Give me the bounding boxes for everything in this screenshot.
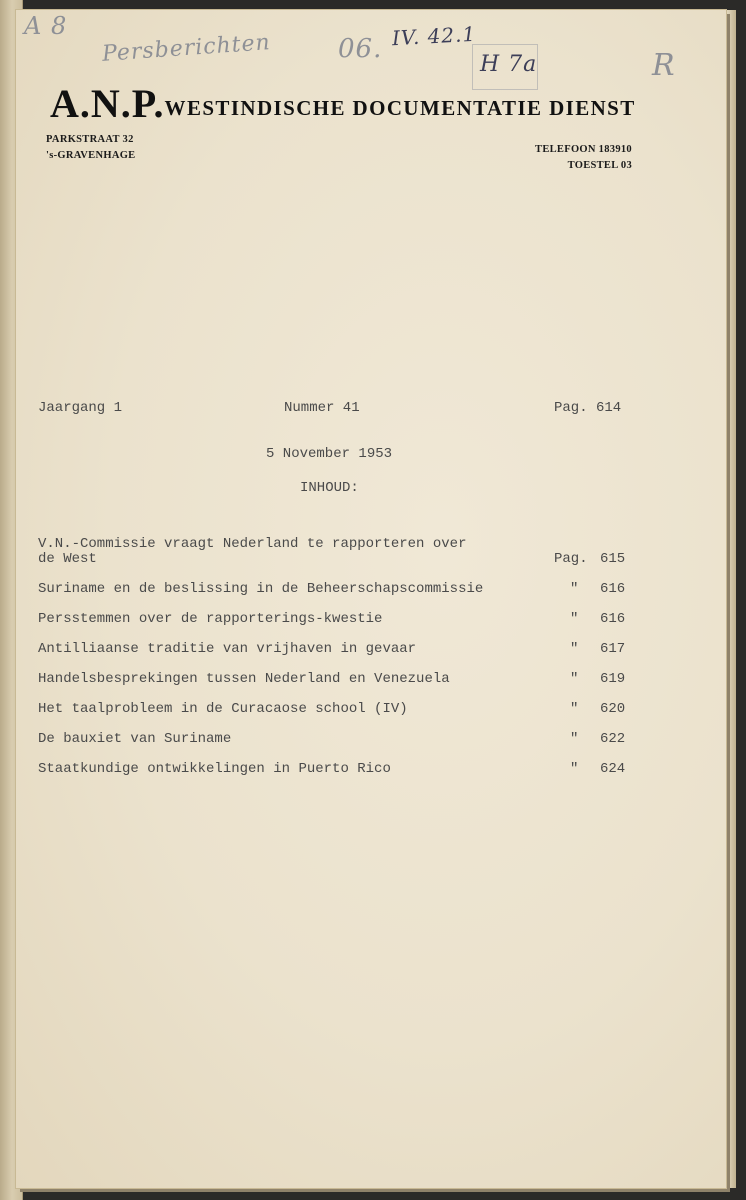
toc-entry — [38, 611, 638, 631]
handwritten-code-left: 06. — [338, 34, 383, 64]
toc-entry-title: Staatkundige ontwikkelingen in Puerto Rico — [38, 761, 391, 777]
letterhead-logo — [50, 80, 636, 127]
toc-entry — [38, 641, 638, 661]
service-name: WESTINDISCHE DOCUMENTATIE DIENST — [164, 96, 636, 120]
toc-entry-title-continued: de West — [38, 551, 97, 567]
toc-entry — [38, 671, 638, 691]
toc-entry-mark: Pag. — [554, 551, 588, 567]
address-city: 's-GRAVENHAGE — [46, 150, 136, 161]
issue-number: Nummer 41 — [284, 400, 360, 416]
toc-entry-page: 624 — [600, 761, 626, 777]
sender-address — [46, 132, 135, 164]
toc-entry — [38, 581, 638, 601]
toc-entry-title: Antilliaanse traditie van vrijhaven in gevaar — [38, 641, 417, 657]
toc-entry-page: 616 — [600, 581, 626, 597]
anp-logo: A.N.P. — [50, 81, 165, 126]
toc-entry-mark: " — [570, 761, 579, 777]
document-page — [16, 10, 726, 1188]
handwritten-box-code: H 7a — [480, 52, 538, 77]
toc-entry-page: 619 — [600, 671, 626, 687]
phone-number: TELEFOON 183910 — [535, 144, 632, 155]
toc-entry-mark: " — [570, 671, 579, 687]
toc-entry — [38, 761, 638, 781]
toc-entry — [38, 701, 638, 721]
handwritten-classification-code: IV. 42.1 — [391, 21, 477, 51]
toc-entry-title: V.N.-Commissie vraagt Nederland te rapporteren over — [38, 536, 467, 552]
toc-entry-title: Persstemmen over de rapporterings-kwestie — [38, 611, 383, 627]
issue-volume: Jaargang 1 — [38, 400, 123, 416]
toc-entry-mark: " — [570, 611, 579, 627]
issue-page: Pag. 614 — [554, 400, 622, 416]
address-street: PARKSTRAAT 32 — [46, 134, 134, 145]
toc-entry-title: Suriname en de beslissing in de Beheerschapscommissie — [38, 581, 484, 597]
toc-entry-page: 616 — [600, 611, 626, 627]
handwritten-corner-mark: A 8 — [24, 12, 68, 40]
phone-extension: TOESTEL 03 — [567, 160, 632, 171]
contents-heading: INHOUD: — [300, 480, 359, 496]
toc-entry-page: 620 — [600, 701, 626, 717]
toc-entry-mark: " — [570, 641, 579, 657]
handwritten-pencil-note: Persberichten — [101, 30, 272, 67]
toc-entry — [38, 731, 638, 751]
toc-entry-title: Het taalprobleem in de Curacaose school (IV) — [38, 701, 408, 717]
toc-entry-page: 617 — [600, 641, 626, 657]
toc-entry-mark: " — [570, 701, 579, 717]
toc-entry-title: De bauxiet van Suriname — [38, 731, 232, 747]
toc-entry-mark: " — [570, 731, 579, 747]
toc-entry-mark: " — [570, 581, 579, 597]
issue-date: 5 November 1953 — [266, 446, 393, 462]
toc-entry-title: Handelsbesprekingen tussen Nederland en Venezuela — [38, 671, 450, 687]
toc-entry-page: 615 — [600, 551, 626, 567]
phone-block — [516, 142, 632, 174]
handwritten-right-mark: R — [652, 48, 676, 83]
toc-entry-page: 622 — [600, 731, 626, 747]
